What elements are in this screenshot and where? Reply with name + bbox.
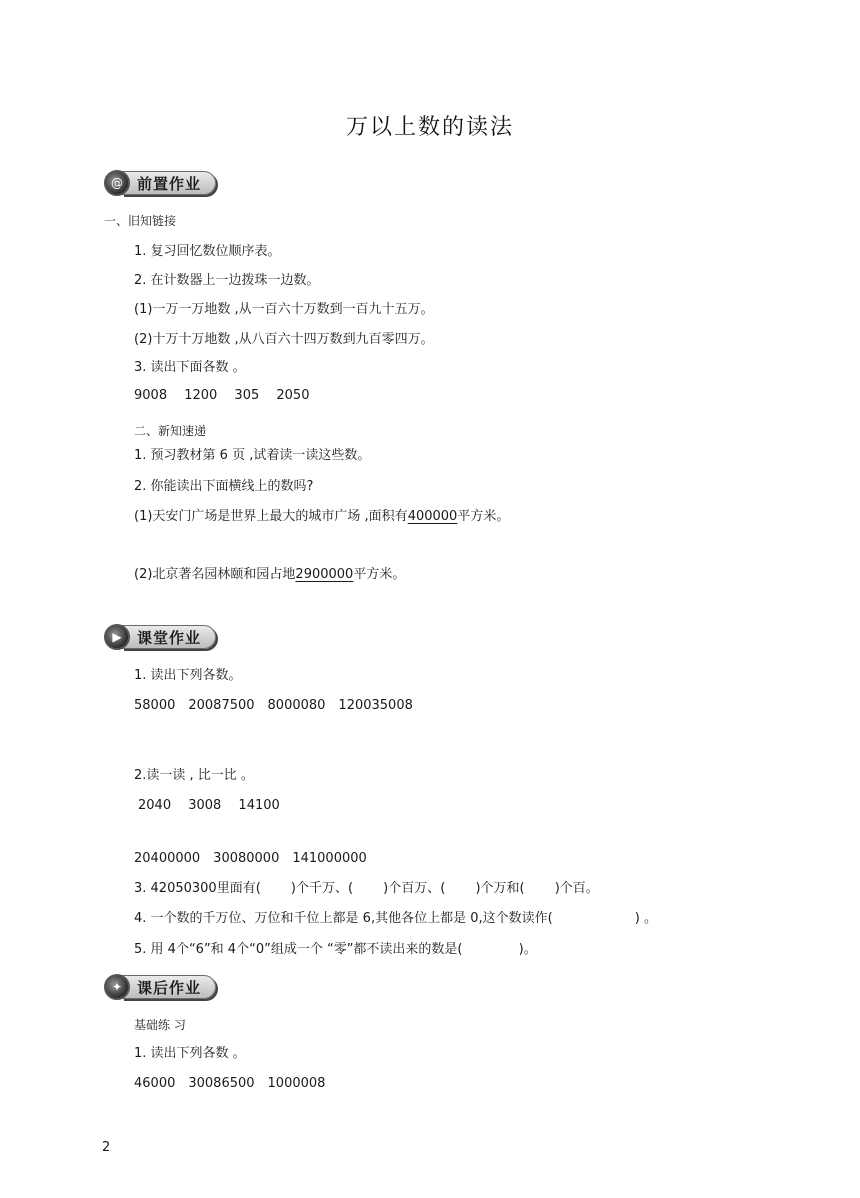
question-text: 3. 42050300里面有( )个千万、( )个百万、( )个万和( )个百。 <box>134 881 599 896</box>
number-list: 2040 3008 14100 <box>138 798 280 813</box>
underlined-number: 2900000 <box>295 567 354 582</box>
runner-icon: ✦ <box>104 974 130 1000</box>
section-heading: 二、新知速递 <box>134 424 207 438</box>
question-text: 4. 一个数的千万位、万位和千位上都是 6,其他各位上都是 0,这个数读作( ) 。 <box>134 911 658 926</box>
section-badge-label: 课后作业 <box>122 975 216 999</box>
question-text <box>134 508 509 526</box>
question-text-suffix: 平方米。 <box>353 567 406 582</box>
question-text: (2)十万十万地数 ,从八百六十四万数到九百零四万。 <box>134 332 434 347</box>
question-text: 1. 读出下列各数。 <box>134 668 242 683</box>
section-badge-label: 课堂作业 <box>122 625 216 649</box>
page-number: 2 <box>102 1140 111 1155</box>
swirl-icon: @ <box>104 170 130 196</box>
underlined-number: 400000 <box>407 509 458 524</box>
question-text: 2. 在计数器上一边拨珠一边数。 <box>134 273 320 288</box>
question-text: 2. 你能读出下面横线上的数吗? <box>134 479 314 494</box>
question-text: 1. 读出下列各数 。 <box>134 1046 246 1061</box>
section-heading: 基础练 习 <box>134 1018 186 1032</box>
section-badge-pre <box>104 170 216 196</box>
question-text-prefix: (1)天安门广场是世界上最大的城市广场 ,面积有 <box>134 509 408 524</box>
question-text: 5. 用 4个“6”和 4个“0”组成一个 “零”都不读出来的数是( )。 <box>134 942 537 957</box>
question-text-prefix: (2)北京著名园林颐和园占地 <box>134 567 296 582</box>
number-list: 9008 1200 305 2050 <box>134 388 310 403</box>
number-list: 46000 30086500 1000008 <box>134 1076 326 1091</box>
section-heading: 一、旧知链接 <box>104 214 177 228</box>
page-title: 万以上数的读法 <box>345 115 514 140</box>
section-badge-after <box>104 974 216 1000</box>
question-text: 2.读一读 , 比一比 。 <box>134 768 254 783</box>
question-text <box>134 566 405 584</box>
question-text: 1. 复习回忆数位顺序表。 <box>134 244 281 259</box>
question-text: 1. 预习教材第 6 页 ,试着读一读这些数。 <box>134 448 371 463</box>
question-text: (1)一万一万地数 ,从一百六十万数到一百九十五万。 <box>134 302 434 317</box>
number-list: 58000 20087500 8000080 120035008 <box>134 698 413 713</box>
section-badge-label: 前置作业 <box>122 171 216 195</box>
number-list: 20400000 30080000 141000000 <box>134 851 367 866</box>
question-text: 3. 读出下面各数 。 <box>134 360 246 375</box>
question-text-suffix: 平方米。 <box>457 509 510 524</box>
play-icon: ▶ <box>104 624 130 650</box>
section-badge-class <box>104 624 216 650</box>
